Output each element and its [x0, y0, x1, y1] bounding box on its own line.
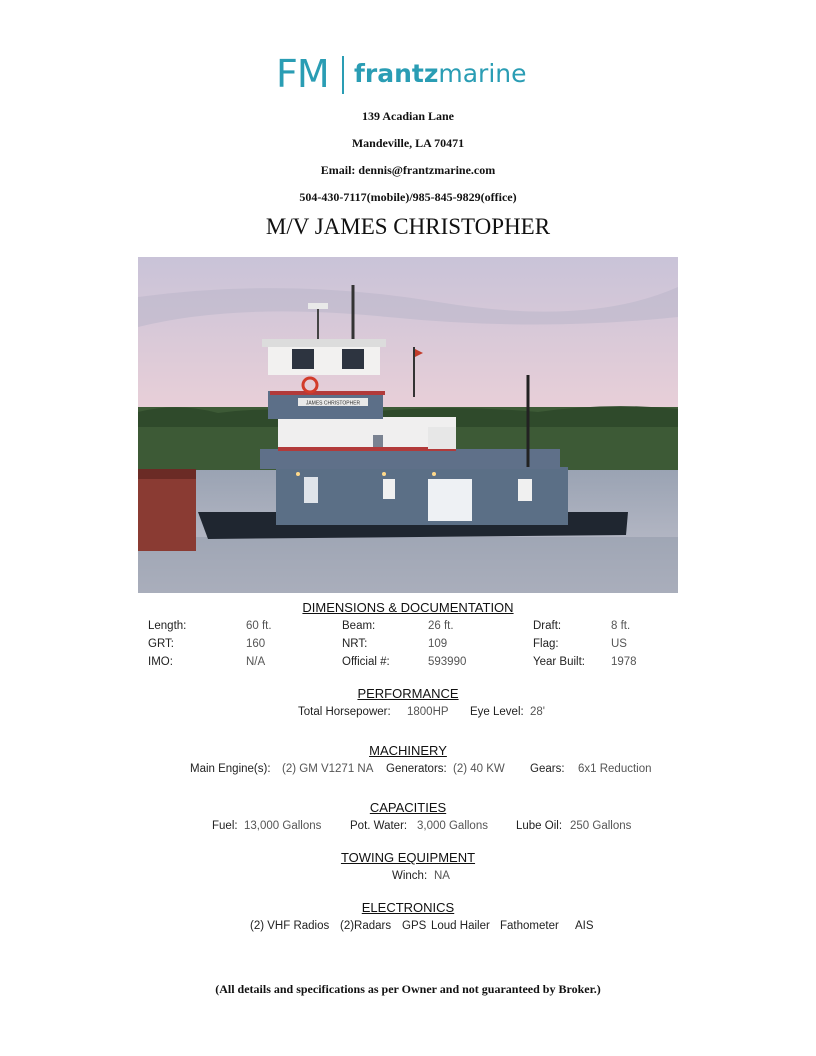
electronics-item: (2) VHF Radios	[250, 920, 330, 932]
logo-divider	[342, 56, 344, 94]
electronics-item: GPS	[402, 920, 427, 932]
imo-value: N/A	[246, 656, 266, 668]
electronics-item: Loud Hailer	[431, 920, 490, 932]
vessel-photo	[138, 257, 678, 593]
eye-level-value: 28'	[530, 706, 545, 718]
eye-level-label: Eye Level:	[470, 706, 524, 718]
nrt-label: NRT:	[342, 638, 368, 650]
address-email: Email: dennis@frantzmarine.com	[320, 163, 496, 177]
pot-water-label: Pot. Water:	[350, 820, 408, 832]
winch-label: Winch:	[392, 870, 428, 882]
logo-mark: FM	[276, 52, 329, 96]
logo-wordmark: frantzmarine	[354, 59, 527, 88]
dimensions-heading: DIMENSIONS & DOCUMENTATION	[302, 600, 514, 615]
generators-label: Generators:	[386, 763, 447, 775]
official-number-value: 593990	[428, 656, 467, 668]
year-built-value: 1978	[611, 656, 637, 668]
length-value: 60 ft.	[246, 620, 272, 632]
electronics-item: Fathometer	[500, 920, 559, 932]
lube-oil-label: Lube Oil:	[516, 820, 563, 832]
vessel-title: M/V JAMES CHRISTOPHER	[265, 214, 551, 239]
pot-water-value: 3,000 Gallons	[417, 820, 488, 832]
electronics-item: AIS	[575, 920, 594, 932]
generators-value: (2) 40 KW	[453, 763, 505, 775]
machinery-heading: MACHINERY	[369, 743, 447, 758]
winch-value: NA	[434, 870, 450, 882]
address-street: 139 Acadian Lane	[361, 109, 454, 123]
towing-heading: TOWING EQUIPMENT	[340, 850, 476, 865]
main-engine-value: (2) GM V1271 NA	[282, 763, 374, 775]
beam-value: 26 ft.	[428, 620, 454, 632]
disclaimer: (All details and specifications as per Owner and not guaranteed by Broker.)	[215, 982, 601, 996]
performance-heading: PERFORMANCE	[357, 686, 459, 701]
flag-label: Flag:	[533, 638, 559, 650]
fuel-label: Fuel:	[212, 820, 238, 832]
capacities-heading: CAPACITIES	[369, 800, 447, 815]
beam-label: Beam:	[342, 620, 376, 632]
frantzmarine-logo	[276, 54, 546, 96]
horsepower-value: 1800HP	[407, 706, 449, 718]
boat-name-plate: JAMES CHRISTOPHER	[305, 400, 361, 407]
electronics-heading: ELECTRONICS	[361, 900, 455, 915]
lube-oil-value: 250 Gallons	[570, 820, 632, 832]
year-built-label: Year Built:	[533, 656, 585, 668]
length-label: Length:	[148, 620, 187, 632]
main-engine-label: Main Engine(s):	[190, 763, 271, 775]
gears-label: Gears:	[530, 763, 565, 775]
official-number-label: Official #:	[342, 656, 390, 668]
address-city: Mandeville, LA 70471	[351, 136, 465, 150]
imo-label: IMO:	[148, 656, 173, 668]
fuel-value: 13,000 Gallons	[244, 820, 322, 832]
horsepower-label: Total Horsepower:	[298, 706, 391, 718]
grt-label: GRT:	[148, 638, 174, 650]
electronics-item: (2)Radars	[340, 920, 392, 932]
grt-value: 160	[246, 638, 266, 650]
flag-value: US	[611, 638, 627, 650]
address-phones: 504-430-7117(mobile)/985-845-9829(office)	[299, 190, 517, 204]
gears-value: 6x1 Reduction	[578, 763, 652, 775]
draft-label: Draft:	[533, 620, 562, 632]
draft-value: 8 ft.	[611, 620, 631, 632]
nrt-value: 109	[428, 638, 448, 650]
